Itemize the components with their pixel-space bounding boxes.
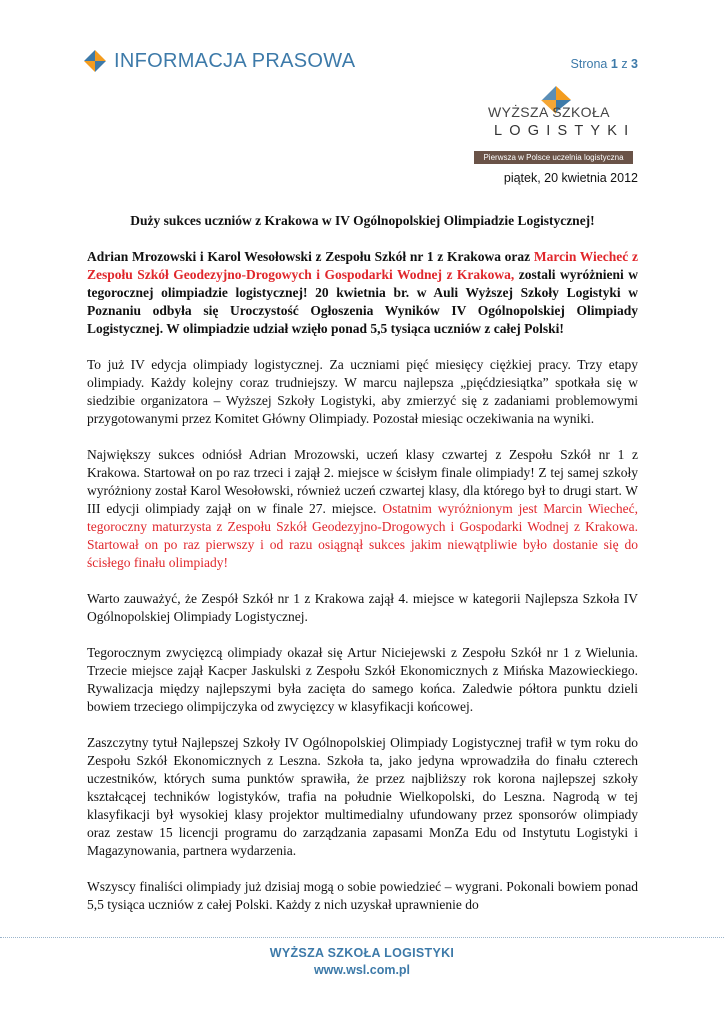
article-lead — [87, 248, 638, 338]
lead-text-highlight: Marcin Wiecheć z Zespołu Szkół Geodezyjno-Drogowych i Gospodarki Wodnej z Krakowa, — [87, 249, 638, 282]
paragraph-4: Tegorocznym zwycięzcą olimpiady okazał się Artur Niciejewski z Zespołu Szkół nr 1 z Wielunia. Trzecie miejsce zajął Kacper Jaskulski z Zespołu Szkół Ekonomicznych z Mińska Mazowieckiego. Rywalizacja między najlepszymi była zacięta do samego końca. Zaledwie półtora punktu dzieli bowiem trzeciego olimpijczyka od zwycięzcy w klasyfikacji końcowej. — [87, 645, 638, 714]
release-date: piątek, 20 kwietnia 2012 — [503, 171, 638, 185]
footer-divider — [0, 937, 724, 938]
wsl-logo-line1: WYŻSZA SZKOŁA — [488, 104, 610, 120]
page-total: 3 — [631, 57, 638, 71]
press-release-title: INFORMACJA PRASOWA — [114, 50, 356, 72]
page-indicator — [571, 57, 638, 71]
page-word: Strona — [570, 57, 608, 71]
article-title: Duży sukces uczniów z Krakowa w IV Ogólnopolskiej Olimpiadzie Logistycznej! — [130, 213, 595, 228]
page-of: z — [621, 57, 628, 71]
lead-text-2: zostali wyróżnieni w tegorocznej olimpiadzie logistycznej! 20 kwietnia br. w Auli Wyższej Szkoły Logistyki w Poznaniu odbyła się Uroczystość Ogłoszenia Wyników IV Ogólnopolskiej Olimpiady Logistycznej. W olimpiadzie udział wzięło ponad 5,5 tysiąca uczniów z całej Polski! — [87, 267, 638, 336]
paragraph-1: To już IV edycja olimpiady logistycznej. Za uczniami pięć miesięcy ciężkiej pracy. Trzy etapy olimpiady. Każdy kolejny coraz trudniejszy. W marcu najlepsza „pięćdziesiątka” spotkała się w siedzibie organizatora – Wyższej Szkoły Logistyki, aby zmierzyć się z zadaniami problemowymi przygotowanymi przez Komitet Główny Olimpiady. Pozostał miesiąc oczekiwania na wyniki. — [87, 357, 638, 426]
footer-school-name: WYŻSZA SZKOŁA LOGISTYKI — [269, 946, 455, 960]
paragraph-3: Warto zauważyć, że Zespół Szkół nr 1 z Krakowa zajął 4. miejsce w kategorii Najlepsza Szkoła IV Ogólnopolskiej Olimpiady Logistycznej. — [87, 591, 638, 624]
footer-website-link[interactable]: www.wsl.com.pl — [313, 963, 411, 977]
paragraph-2 — [87, 446, 638, 572]
article-body — [87, 212, 638, 932]
press-info-logo-icon — [84, 50, 106, 72]
paragraph-2-highlight: Ostatnim wyróżnionym jest Marcin Wiecheć, tegoroczny maturzysta z Zespołu Szkół Geodezyjno-Drogowych i Gospodarki Wodnej z Krakowa. Startował on po raz pierwszy i od razu osiągnął sukces jakim niewątpliwie było dostanie się do ścisłego finału olimpiady! — [87, 501, 638, 570]
paragraph-6: Wszyscy finaliści olimpiady już dzisiaj mogą o sobie powiedzieć – wygrani. Pokonali bowiem ponad 5,5 tysiąca uczniów z całej Polski. Każdy z nich uzyskał uprawnienie do — [87, 879, 638, 912]
page-current: 1 — [610, 57, 618, 71]
wsl-tagline-bar: Pierwsza w Polsce uczelnia logistyczna — [474, 151, 633, 164]
paragraph-5: Zaszczytny tytuł Najlepszej Szkoły IV Ogólnopolskiej Olimpiady Logistycznej trafił w tym roku do Zespołu Szkół Ekonomicznych z Leszna. Szkoła ta, jako jedyna wprowadziła do finału czterech uczestników, których suma punktów sprawiła, że przez najbliższy rok korona najlepszej szkoły kształcącej techników logistyków, trafia na południe Wielkopolski, do Leszna. Nagrodą w tej klasyfikacji był wysokiej klasy projektor multimedialny ufundowany przez sponsorów olimpiady oraz zestaw 15 licencji programu do zarządzania zapasami MonZa Edu od Instytutu Logistyki i Magazynowania, partnera wydarzenia. — [87, 735, 638, 858]
paragraph-2-text: Największy sukces odniósł Adrian Mrozowski, uczeń klasy czwartej z Zespołu Szkół nr 1 z Krakowa. Startował on po raz trzeci i zajął 2. miejsce w ścisłym finale olimpiady! Z tej samej szkoły wyróżniony został Karol Wesołowski, również uczeń czwartej klasy, dla którego był to drugi start. W III edycji olimpiady zajął on w finale 27. miejsce. — [87, 447, 638, 516]
lead-text-1: Adrian Mrozowski i Karol Wesołowski z Zespołu Szkół nr 1 z Krakowa oraz — [87, 249, 534, 264]
wsl-logo-line2: LOGISTYKI — [494, 123, 636, 139]
